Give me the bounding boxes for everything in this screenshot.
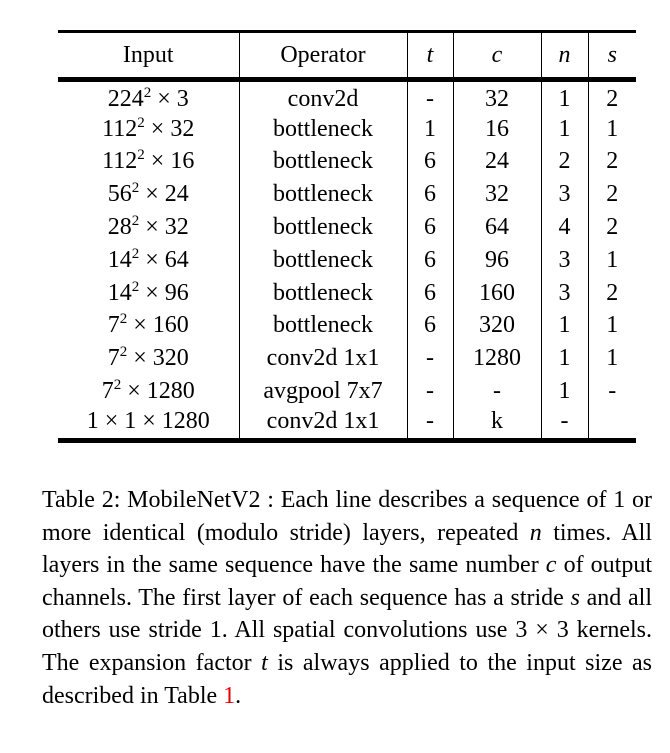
cell-operator: conv2d (239, 80, 407, 113)
input-base: 112 (102, 115, 138, 142)
caption-text: times. All layers in the same sequence have the same number (42, 519, 652, 579)
cell-t: 6 (407, 243, 453, 276)
cell-s (588, 407, 636, 440)
input-rest: × 96 (139, 279, 189, 306)
cell-c: 96 (453, 243, 541, 276)
cell-input (58, 276, 239, 309)
caption-text: Table 2: MobileNetV2 : Each line describes a sequence of 1 or more identical (modulo stride) layers, repeated (42, 487, 652, 546)
cell-t: 6 (407, 178, 453, 211)
input-base: 7 (107, 345, 120, 372)
input-base: 28 (107, 214, 132, 241)
input-exponent: 2 (131, 213, 140, 230)
input-rest: × 32 (139, 214, 189, 241)
cell-operator: bottleneck (239, 178, 407, 211)
input-base: 56 (107, 181, 132, 208)
cell-input (58, 243, 239, 276)
input-base: 224 (107, 86, 144, 113)
cell-n: 3 (541, 178, 588, 211)
cell-input (58, 342, 239, 375)
cell-input (58, 309, 239, 342)
cell-operator: bottleneck (239, 112, 407, 145)
caption-text: . (235, 682, 242, 709)
cell-s: - (588, 375, 636, 408)
input-exponent: 2 (137, 114, 145, 131)
caption-text: is always applied to the input size as described in Table (42, 649, 652, 709)
header-s: s (588, 32, 636, 80)
cell-operator: bottleneck (239, 243, 407, 276)
cell-operator: bottleneck (239, 145, 407, 178)
table-row (58, 178, 636, 211)
input-rest: × 32 (144, 115, 195, 142)
cell-n: 1 (541, 375, 588, 408)
cell-operator: bottleneck (239, 211, 407, 244)
cell-c: 160 (453, 276, 541, 309)
input-exponent: 2 (131, 180, 140, 197)
input-rest: × 320 (127, 345, 189, 372)
input-exponent: 2 (137, 147, 145, 164)
header-input: Input (122, 42, 174, 68)
cell-c: 16 (453, 112, 541, 145)
cell-input (58, 145, 239, 178)
table-row (58, 243, 636, 276)
cell-t: - (407, 80, 453, 113)
cell-s: 2 (588, 211, 636, 244)
cell-n: - (541, 407, 588, 440)
input-base: 7 (101, 378, 114, 405)
cell-operator: conv2d 1x1 (239, 342, 407, 375)
cell-n: 1 (541, 112, 588, 145)
cell-s: 1 (588, 243, 636, 276)
cell-t: - (407, 375, 453, 408)
cell-s: 2 (588, 145, 636, 178)
input-exponent: 2 (119, 344, 128, 361)
cell-input (58, 112, 239, 145)
input-exponent: 2 (113, 377, 122, 394)
input-exponent: 2 (131, 245, 140, 262)
cell-t: 6 (407, 211, 453, 244)
cell-c: 64 (453, 211, 541, 244)
cell-input (58, 407, 239, 440)
input-base: 1 × 1 × 1280 (86, 407, 210, 434)
cell-n: 4 (541, 211, 588, 244)
header-row (58, 32, 636, 80)
header-n: n (541, 32, 588, 80)
cell-c: - (453, 375, 541, 408)
table-row (58, 80, 636, 113)
table-row (58, 145, 636, 178)
cell-c: 24 (453, 145, 541, 178)
cell-n: 1 (541, 80, 588, 113)
caption-text: of output channels. The first layer of each sequence has a stride (42, 552, 652, 611)
input-base: 7 (107, 312, 120, 339)
input-base: 14 (107, 279, 132, 306)
caption-variable: s (570, 584, 580, 611)
table-caption (42, 484, 652, 712)
table-row (58, 309, 636, 342)
cell-n: 3 (541, 243, 588, 276)
cell-t: 6 (407, 145, 453, 178)
cell-c: 32 (453, 80, 541, 113)
table-row (58, 211, 636, 244)
table-body (58, 80, 636, 441)
input-base: 112 (102, 148, 138, 175)
cell-s: 2 (588, 80, 636, 113)
input-rest: × 160 (127, 312, 189, 339)
cell-s: 1 (588, 309, 636, 342)
cell-c: 1280 (453, 342, 541, 375)
caption-variable: n (529, 519, 542, 546)
input-exponent: 2 (143, 85, 152, 102)
caption-text: and all others use stride 1. All spatial convolutions use 3 × 3 kernels. The expansion factor (42, 584, 652, 676)
cell-input (58, 80, 239, 113)
cell-n: 3 (541, 276, 588, 309)
mobilenetv2-architecture-table (58, 30, 636, 443)
table-row (58, 375, 636, 408)
table-row (58, 342, 636, 375)
cell-n: 1 (541, 342, 588, 375)
caption-variable: t (261, 649, 268, 676)
cell-s: 1 (588, 342, 636, 375)
cell-n: 1 (541, 309, 588, 342)
cell-operator: bottleneck (239, 276, 407, 309)
cell-input (58, 178, 239, 211)
input-base: 14 (107, 246, 132, 273)
cell-s: 2 (588, 178, 636, 211)
header-c: c (453, 32, 541, 80)
cell-s: 2 (588, 276, 636, 309)
cell-input (58, 211, 239, 244)
cell-n: 2 (541, 145, 588, 178)
cell-t: 1 (407, 112, 453, 145)
cell-t: - (407, 342, 453, 375)
table-row (58, 112, 636, 145)
cell-c: 320 (453, 309, 541, 342)
cell-input (58, 375, 239, 408)
table-row (58, 276, 636, 309)
header-operator: Operator (239, 32, 407, 80)
input-rest: × 64 (139, 246, 189, 273)
caption-variable: c (545, 552, 557, 579)
input-rest: × 16 (144, 148, 195, 175)
cell-c: k (453, 407, 541, 440)
input-rest: × 3 (151, 86, 189, 113)
cell-operator: avgpool 7x7 (239, 375, 407, 408)
cell-s: 1 (588, 112, 636, 145)
cell-operator: conv2d 1x1 (239, 407, 407, 440)
cell-c: 32 (453, 178, 541, 211)
cell-t: 6 (407, 309, 453, 342)
header-t: t (407, 32, 453, 80)
cell-t: 6 (407, 276, 453, 309)
input-exponent: 2 (119, 311, 128, 328)
table-reference-link[interactable]: 1 (223, 682, 236, 709)
cell-t: - (407, 407, 453, 440)
table-row (58, 407, 636, 440)
input-rest: × 1280 (121, 378, 195, 405)
input-exponent: 2 (131, 278, 140, 295)
input-rest: × 24 (139, 181, 189, 208)
cell-operator: bottleneck (239, 309, 407, 342)
